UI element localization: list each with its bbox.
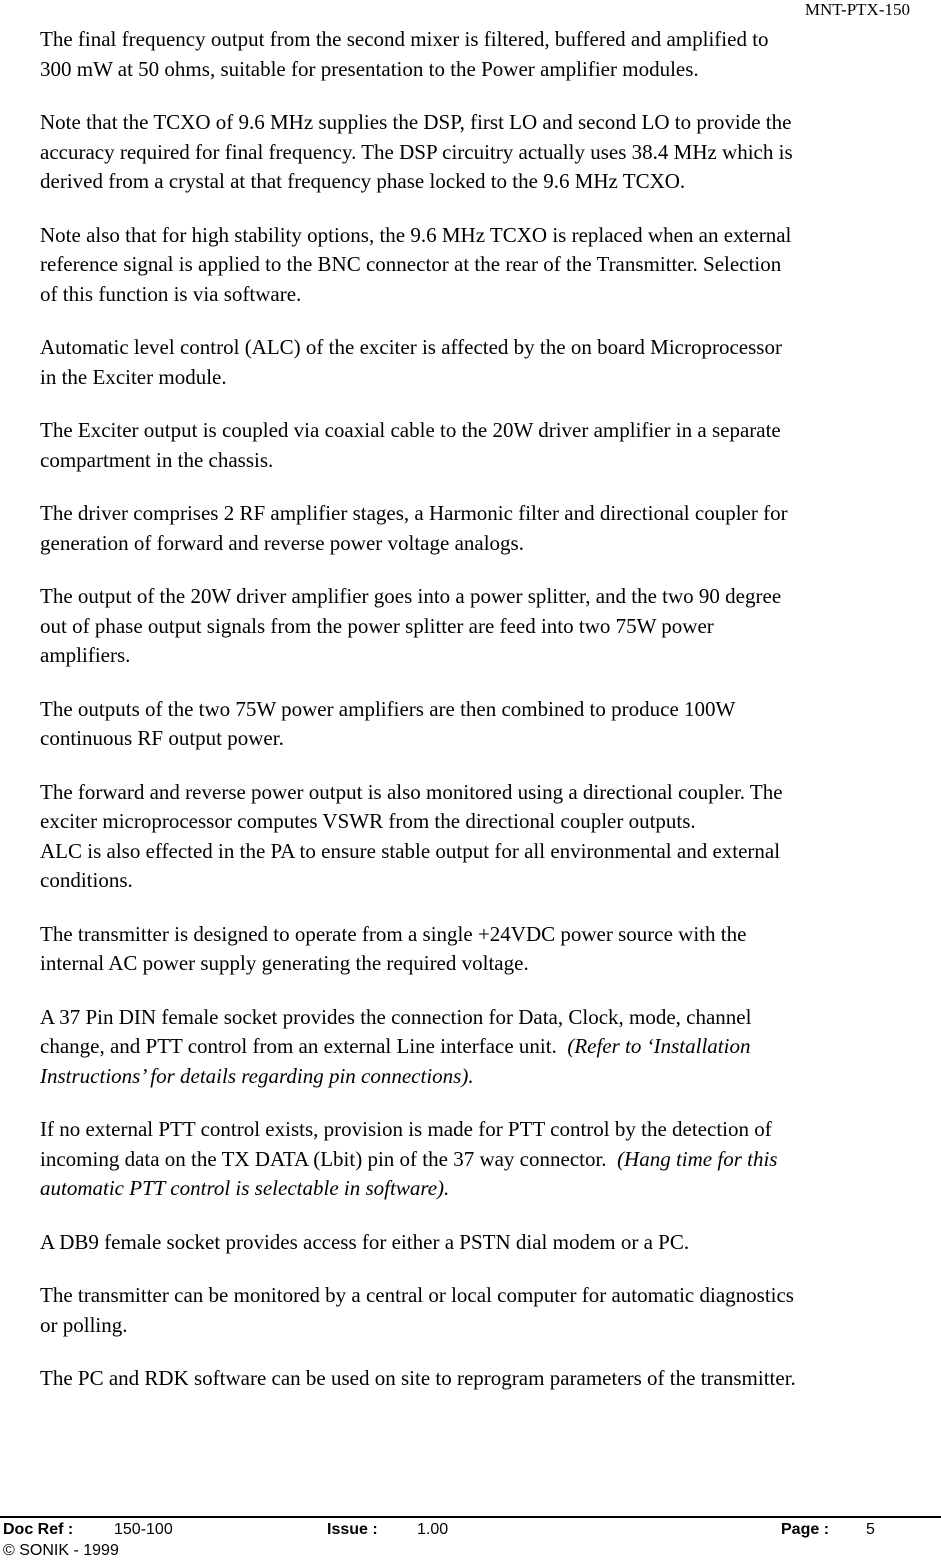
text-line: A 37 Pin DIN female socket provides the connection for Data, Clock, mode, channel [40, 1004, 752, 1029]
text-line: generation of forward and reverse power voltage analogs. [40, 530, 524, 555]
paragraph [40, 582, 940, 671]
italic-note: automatic PTT control is selectable in software). [40, 1176, 450, 1200]
text-line: The driver comprises 2 RF amplifier stages, a Harmonic filter and directional coupler for [40, 501, 788, 525]
text-line: If no external PTT control exists, provision is made for PTT control by the detection of [40, 1117, 772, 1141]
text-segment: incoming data on the TX DATA (Lbit) pin of the 37 way connector. [40, 1146, 607, 1171]
paragraph [40, 695, 940, 754]
text-line: ALC is also effected in the PA to ensure stable output for all environmental and external [40, 838, 781, 863]
paragraph [40, 778, 940, 896]
paragraph [40, 108, 940, 197]
body-text [40, 25, 940, 1418]
text-segment: change, and PTT control from an external Line interface unit. [40, 1034, 557, 1058]
text-line: Note also that for high stability options, the 9.6 MHz TCXO is replaced when an external [40, 222, 792, 247]
page-label: Page : [781, 1521, 830, 1538]
paragraph [40, 920, 940, 979]
italic-note: Instructions’ for details regarding pin connections). [40, 1063, 474, 1088]
text-line: The transmitter is designed to operate from a single +24VDC power source with the [40, 921, 747, 946]
text-line: of this function is via software. [40, 281, 302, 306]
text-line: or polling. [40, 1312, 128, 1337]
copyright-notice: © SONIK - 1999 [3, 1542, 119, 1559]
paragraph-din-socket [40, 1003, 940, 1092]
text-line: The PC and RDK software can be used on site to reprogram parameters of the transmitter. [40, 1366, 796, 1390]
text-line: exciter microprocessor computes VSWR from the directional coupler outputs. [40, 809, 696, 833]
italic-note: (Hang time for this [617, 1146, 778, 1171]
paragraph [40, 416, 940, 475]
paragraph [40, 25, 940, 84]
text-line [40, 1145, 940, 1175]
paragraph [40, 1228, 940, 1258]
text-line: reference signal is applied to the BNC connector at the rear of the Transmitter. Selection [40, 252, 782, 276]
text-line: amplifiers. [40, 643, 131, 667]
text-line: The transmitter can be monitored by a central or local computer for automatic diagnostics [40, 1283, 794, 1307]
text-line: compartment in the chassis. [40, 447, 274, 472]
text-line: The outputs of the two 75W power amplifiers are then combined to produce 100W [40, 696, 736, 721]
text-line: in the Exciter module. [40, 364, 227, 389]
text-line [40, 1032, 940, 1062]
paragraph [40, 1281, 940, 1340]
paragraph-ptt [40, 1115, 940, 1204]
text-line: continuous RF output power. [40, 726, 284, 750]
text-line: The forward and reverse power output is also monitored using a directional coupler. The [40, 779, 783, 804]
doc-ref-label: Doc Ref : [3, 1521, 74, 1538]
issue-value: 1.00 [417, 1521, 449, 1538]
text-line: internal AC power supply generating the required voltage. [40, 951, 529, 975]
text-line: accuracy required for final frequency. The DSP circuitry actually uses 38.4 MHz which is [40, 139, 793, 164]
text-line: Automatic level control (ALC) of the exciter is affected by the on board Microprocessor [40, 335, 782, 359]
text-line: A DB9 female socket provides access for either a PSTN dial modem or a PC. [40, 1229, 690, 1254]
paragraph [40, 499, 940, 558]
paragraph [40, 1364, 940, 1394]
page-number: 5 [866, 1521, 875, 1538]
italic-note: (Refer to ‘Installation [567, 1034, 751, 1058]
doc-ref-value: 150-100 [114, 1521, 173, 1538]
document-code: MNT-PTX-150 [804, 0, 910, 19]
text-line: The output of the 20W driver amplifier goes into a power splitter, and the two 90 degree [40, 584, 782, 608]
issue-label: Issue : [327, 1521, 378, 1538]
text-line: out of phase output signals from the power splitter are feed into two 75W power [40, 613, 714, 638]
text-line: The Exciter output is coupled via coaxial cable to the 20W driver amplifier in a separate [40, 418, 781, 442]
text-line: The final frequency output from the second mixer is filtered, buffered and amplified to [40, 27, 769, 51]
footer-divider [0, 1516, 941, 1518]
text-line: conditions. [40, 868, 133, 892]
paragraph [40, 221, 940, 310]
text-line: derived from a crystal at that frequency phase locked to the 9.6 MHz TCXO. [40, 169, 686, 193]
text-line: Note that the TCXO of 9.6 MHz supplies the DSP, first LO and second LO to provide the [40, 110, 792, 134]
text-line: 300 mW at 50 ohms, suitable for presentation to the Power amplifier modules. [40, 56, 699, 81]
paragraph [40, 333, 940, 392]
